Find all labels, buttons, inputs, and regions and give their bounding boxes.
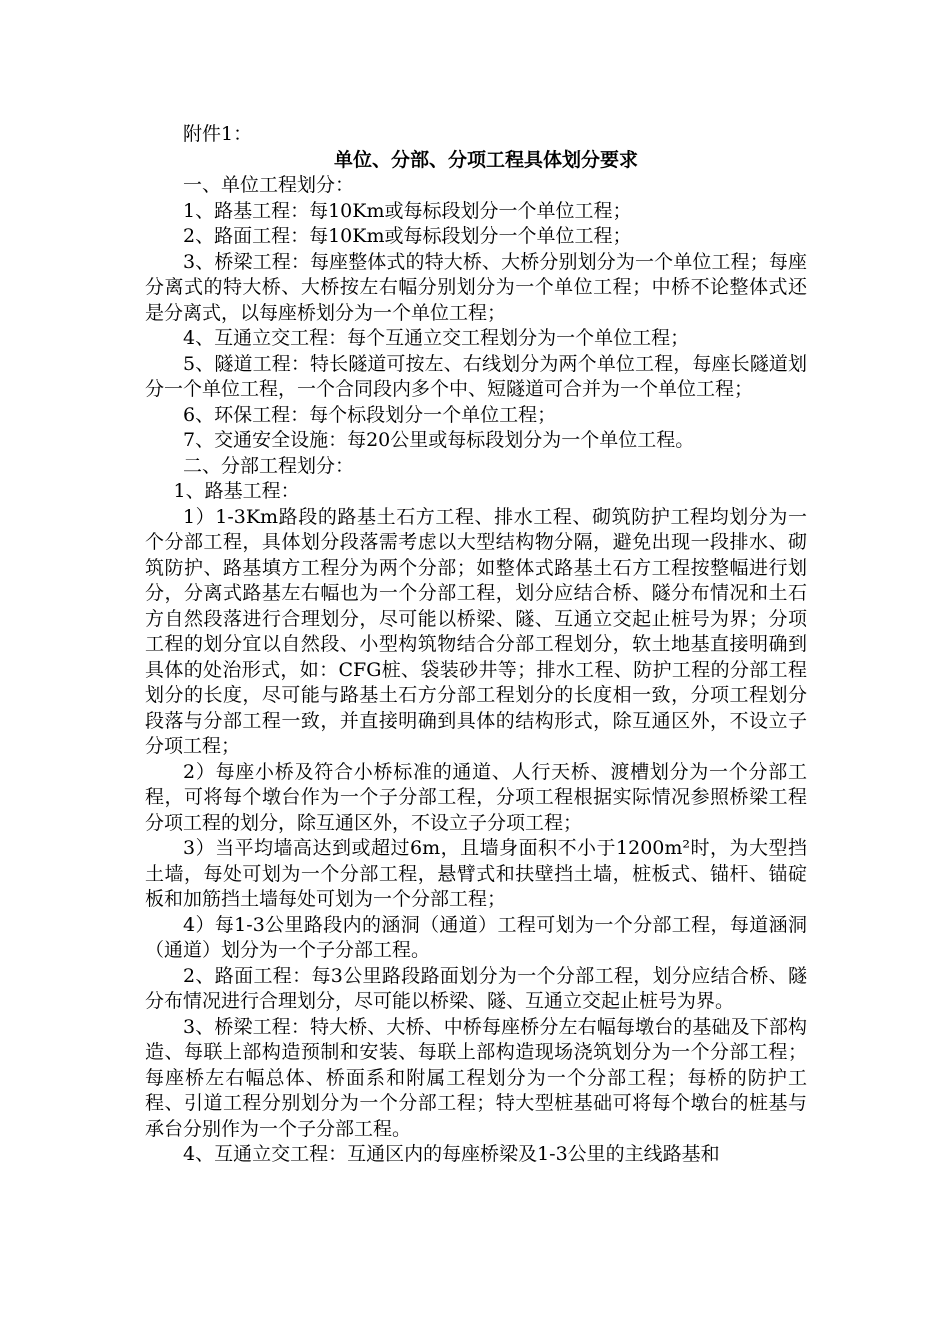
paragraph-unit-interchange: 4、互通立交工程：每个互通立交工程划分为一个单位工程； bbox=[183, 327, 690, 349]
paragraph-unit-pavement: 2、路面工程：每10Km或每标段划分一个单位工程； bbox=[183, 225, 632, 247]
paragraph-division-bridge: 3、桥梁工程：特大桥、大桥、中桥每座桥分左右幅每墩台的基础及下部构造、每联上部构造预制和安装、每联上部构造现场浇筑划分为一个分部工程；每座桥左右幅总体、桥面系和附属工程划分为一个分部工程；每桥的防护工程、引道工程分别划分为一个分部工程；特大型桩基础可将每个墩台的桩基与承台分别作为一个子分部工程。 bbox=[145, 1015, 807, 1140]
section-heading-unit: 一、单位工程划分： bbox=[183, 174, 355, 196]
section-heading-division: 二、分部工程划分： bbox=[183, 454, 355, 477]
paragraph-division-roadbed-heading: 1、路基工程： bbox=[173, 480, 300, 502]
paragraph-division-interchange: 4、互通立交工程：互通区内的每座桥梁及1-3公里的主线路基和 bbox=[183, 1143, 720, 1165]
document-title: 单位、分部、分项工程具体划分要求 bbox=[333, 148, 638, 171]
paragraph-unit-tunnel: 5、隧道工程：特长隧道可按左、右线划分为两个单位工程，每座长隧道划分一个单位工程，一个合同段内多个中、短隧道可合并为一个单位工程； bbox=[145, 352, 807, 400]
attachment-label: 附件1： bbox=[183, 123, 253, 145]
paragraph-division-roadbed-2: 2）每座小桥及符合小桥标准的通道、人行天桥、渡槽划分为一个分部工程，可将每个墩台作为一个子分部工程，分项工程根据实际情况参照桥梁工程分项工程的划分，除互通区外，不设立子分项工程； bbox=[145, 760, 807, 834]
paragraph-division-roadbed-1: 1）1-3Km路段的路基土石方工程、排水工程、砌筑防护工程均划分为一个分部工程，具体划分段落需考虑以大型结构物分隔，避免出现一段排水、砌筑防护、路基填方工程分为两个分部；如整体式路基土石方工程按整幅进行划分，分离式路基左右幅也为一个分部工程，划分应结合桥、隧分布情况和土石方自然段落进行合理划分，尽可能以桥梁、隧、互通立交起止桩号为界；分项工程的划分宜以自然段、小型构筑物结合分部工程划分，软土地基直接明确到具体的处治形式，如：CFG桩、袋装砂井等；排水工程、防护工程的分部工程划分的长度，尽可能与路基土石方分部工程划分的长度相一致，分项工程划分段落与分部工程一致，并直接明确到具体的结构形式，除互通区外，不设立子分项工程； bbox=[145, 505, 807, 757]
paragraph-division-roadbed-3: 3）当平均墙高达到或超过6m，且墙身面积不小于1200m²时，为大型挡土墙，每处可划为一个分部工程，悬臂式和扶壁挡土墙，桩板式、锚杆、锚碇板和加筋挡土墙每处可划为一个分部工程； bbox=[145, 837, 807, 910]
paragraph-division-roadbed-4: 4）每1-3公里路段内的涵洞（通道）工程可划为一个分部工程，每道涵洞（通道）划分为一个子分部工程。 bbox=[145, 913, 807, 961]
paragraph-unit-environment: 6、环保工程：每个标段划分一个单位工程； bbox=[183, 403, 557, 426]
paragraph-unit-traffic-safety: 7、交通安全设施：每20公里或每标段划分为一个单位工程。 bbox=[183, 429, 695, 451]
paragraph-unit-bridge: 3、桥梁工程：每座整体式的特大桥、大桥分别划分为一个单位工程；每座分离式的特大桥、大桥按左右幅分别划分为一个单位工程；中桥不论整体式还是分离式，以每座桥划分为一个单位工程； bbox=[145, 250, 807, 324]
document-page bbox=[145, 122, 807, 1168]
paragraph-division-pavement: 2、路面工程：每3公里路段路面划分为一个分部工程，划分应结合桥、隧分布情况进行合理划分，尽可能以桥梁、隧、互通立交起止桩号为界。 bbox=[145, 964, 807, 1012]
paragraph-unit-roadbed: 1、路基工程：每10Km或每标段划分一个单位工程； bbox=[183, 199, 632, 222]
